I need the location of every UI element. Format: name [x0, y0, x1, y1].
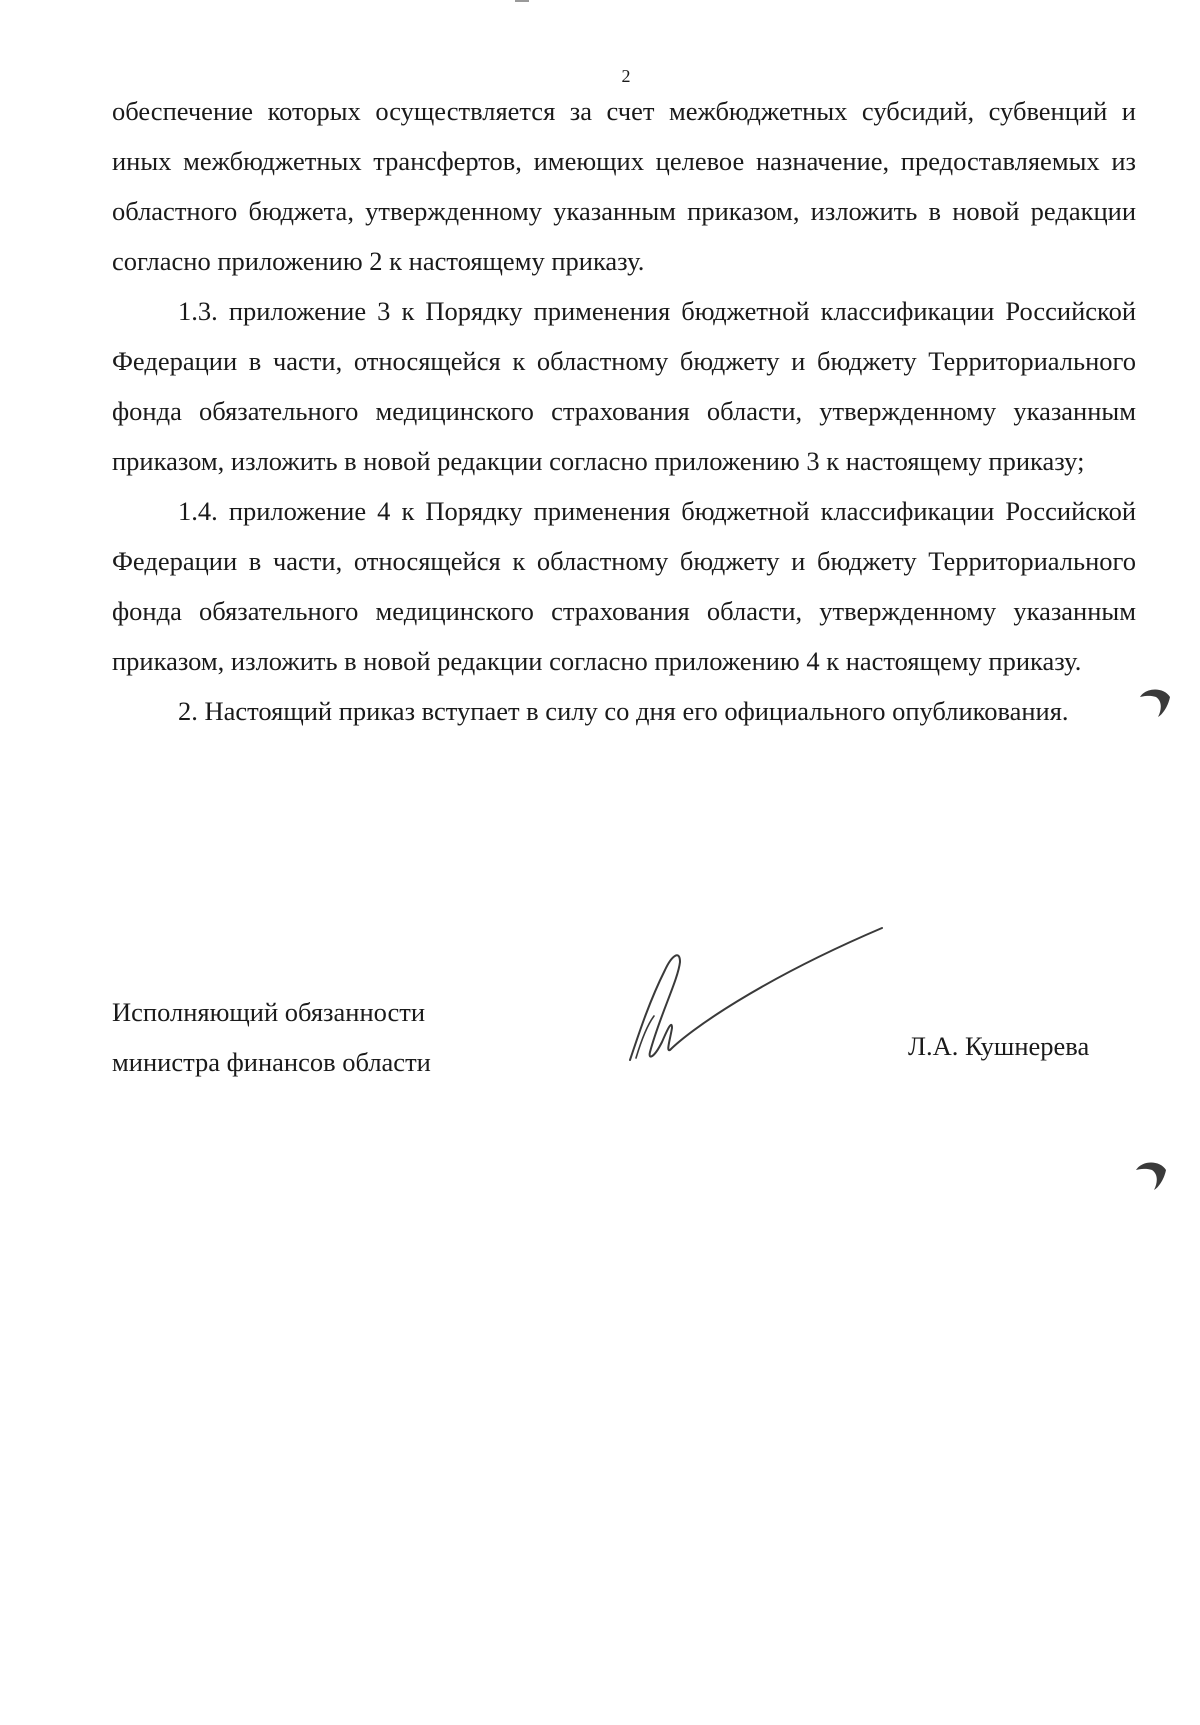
- punch-hole-mark: [1138, 685, 1172, 719]
- punch-hole-mark: [1134, 1158, 1168, 1192]
- scan-mark: [515, 0, 529, 2]
- document-body: [112, 86, 1136, 736]
- paragraph-item-2: 2. Настоящий приказ вступает в силу со дня его официального опубликования.: [178, 696, 1069, 726]
- signatory-name: Л.А. Кушнерева: [908, 1031, 1090, 1061]
- handwritten-signature: [620, 920, 890, 1070]
- paragraph-continuation: обеспечение которых осуществляется за счет межбюджетных субсидий, субвенций и иных межбюджетных трансфертов, имеющих целевое назначение, предоставляемых из областного бюджета, утвержденному указанным приказом, изложить в новой редакции согласно приложению 2 к настоящему приказу.: [112, 96, 1136, 276]
- signatory-position-line1: Исполняющий обязанности: [112, 997, 426, 1027]
- paragraph-item-1-3: 1.3. приложение 3 к Порядку применения бюджетной классификации Российской Федерации в части, относящейся к областному бюджету и бюджету Территориального фонда обязательного медицинского страхования области, утвержденному указанным приказом, изложить в новой редакции согласно приложению 3 к настоящему приказу;: [112, 296, 1136, 476]
- signatory-position-line2: министра финансов области: [112, 1047, 431, 1077]
- signatory-position: [112, 987, 431, 1087]
- paragraph-item-1-4: 1.4. приложение 4 к Порядку применения бюджетной классификации Российской Федерации в части, относящейся к областному бюджету и бюджету Территориального фонда обязательного медицинского страхования области, утвержденному указанным приказом, изложить в новой редакции согласно приложению 4 к настоящему приказу.: [112, 496, 1136, 676]
- page-number: 2: [621, 66, 631, 86]
